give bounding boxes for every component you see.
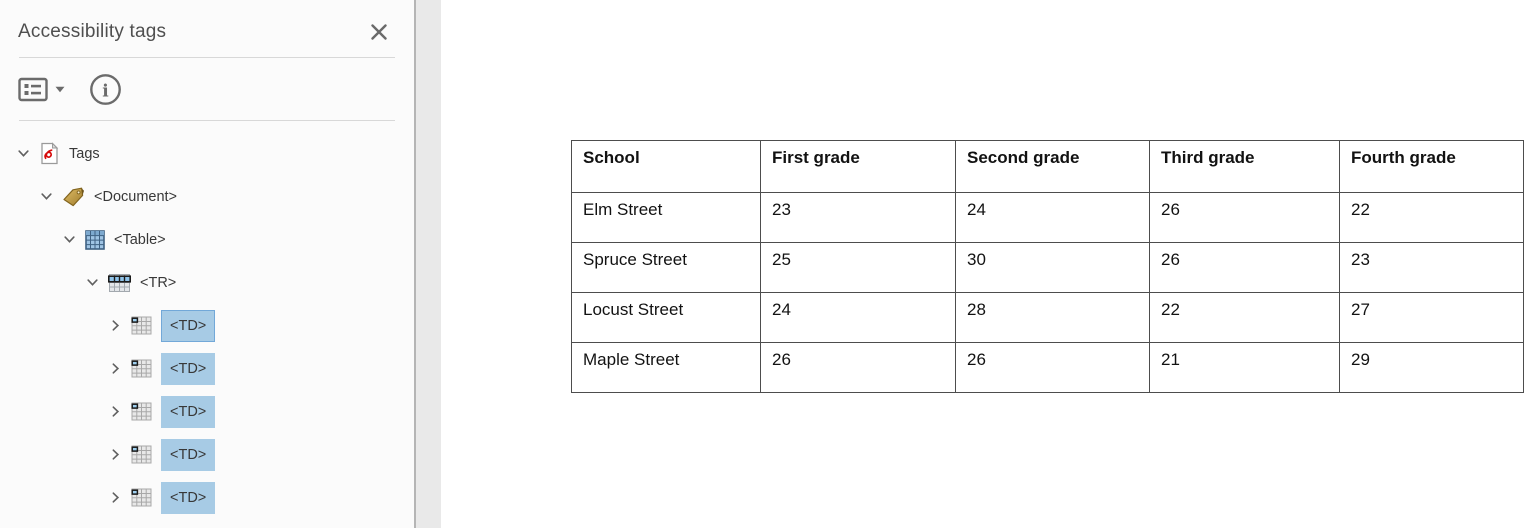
tree-item-label[interactable]: <TD> [161,353,215,385]
document-area [416,0,1540,528]
info-button[interactable] [89,73,122,106]
tree-item-td[interactable] [0,304,414,347]
table-cell: 24 [761,293,956,343]
panel-header [0,0,414,57]
table-cell: Locust Street [572,293,761,343]
table-cell: 27 [1340,293,1524,343]
table-row [572,343,1524,393]
table-cell: Maple Street [572,343,761,393]
close-button[interactable] [370,23,388,41]
table-cell-icon [131,316,152,335]
header-cell: First grade [761,141,956,193]
table-cell-icon [131,488,152,507]
chevron-down-icon[interactable] [16,147,30,161]
chevron-down-icon[interactable] [85,276,99,290]
chevron-right-icon[interactable] [108,362,122,376]
tree-item-label: <Document> [94,188,178,205]
close-icon [370,23,388,41]
table-cell: 24 [956,193,1150,243]
svg-text:i: i [102,81,109,101]
table-icon [85,230,105,250]
tree-item-td[interactable] [0,433,414,476]
tree-item-label: Tags [69,145,100,162]
header-cell: Second grade [956,141,1150,193]
table-cell: 29 [1340,343,1524,393]
tags-tree [0,121,414,519]
table-row [572,243,1524,293]
tag-options-button[interactable] [18,77,48,102]
tree-item-td[interactable] [0,347,414,390]
table-cell-icon [131,359,152,378]
table-cell-icon [131,445,152,464]
table-cell: Spruce Street [572,243,761,293]
table-cell: 26 [1150,243,1340,293]
tree-item-table[interactable] [0,218,414,261]
tree-item-label[interactable]: <TD> [161,439,215,471]
tree-item-document[interactable] [0,175,414,218]
chevron-right-icon[interactable] [108,319,122,333]
pdf-page [441,0,1540,528]
table-cell: 28 [956,293,1150,343]
header-cell: School [572,141,761,193]
table-cell: 23 [761,193,956,243]
table-cell-icon [131,402,152,421]
table-cell: 22 [1340,193,1524,243]
table-row [572,193,1524,243]
table-cell: 26 [1150,193,1340,243]
table-cell: 23 [1340,243,1524,293]
dropdown-arrow-icon[interactable] [55,86,65,93]
table-cell: Elm Street [572,193,761,243]
table-cell: 21 [1150,343,1340,393]
table-cell: 25 [761,243,956,293]
tree-item-tr[interactable] [0,261,414,304]
tag-icon [62,186,85,208]
table-header-row [572,141,1524,193]
chevron-right-icon[interactable] [108,491,122,505]
table-row-icon [108,273,131,293]
table-cell: 26 [761,343,956,393]
grades-table [571,140,1524,393]
info-icon [89,73,122,106]
tree-item-label[interactable]: <TD> [161,396,215,428]
tree-item-label[interactable]: <TD> [161,310,215,342]
header-cell: Fourth grade [1340,141,1524,193]
panel-toolbar [0,58,414,120]
table-cell: 22 [1150,293,1340,343]
table-cell: 26 [956,343,1150,393]
chevron-down-icon[interactable] [62,233,76,247]
tree-item-label: <TR> [140,274,177,291]
chevron-down-icon[interactable] [39,190,53,204]
panel-title: Accessibility tags [18,20,167,42]
accessibility-tags-panel [0,0,414,528]
header-cell: Third grade [1150,141,1340,193]
chevron-right-icon[interactable] [108,405,122,419]
tree-item-tags[interactable] [0,132,414,175]
tree-item-td[interactable] [0,476,414,519]
tree-item-label[interactable]: <TD> [161,482,215,514]
list-options-icon [18,77,48,102]
table-cell: 30 [956,243,1150,293]
table-row [572,293,1524,343]
tree-item-label: <Table> [114,231,166,248]
pdf-tags-icon [39,142,60,165]
tree-item-td[interactable] [0,390,414,433]
chevron-right-icon[interactable] [108,448,122,462]
